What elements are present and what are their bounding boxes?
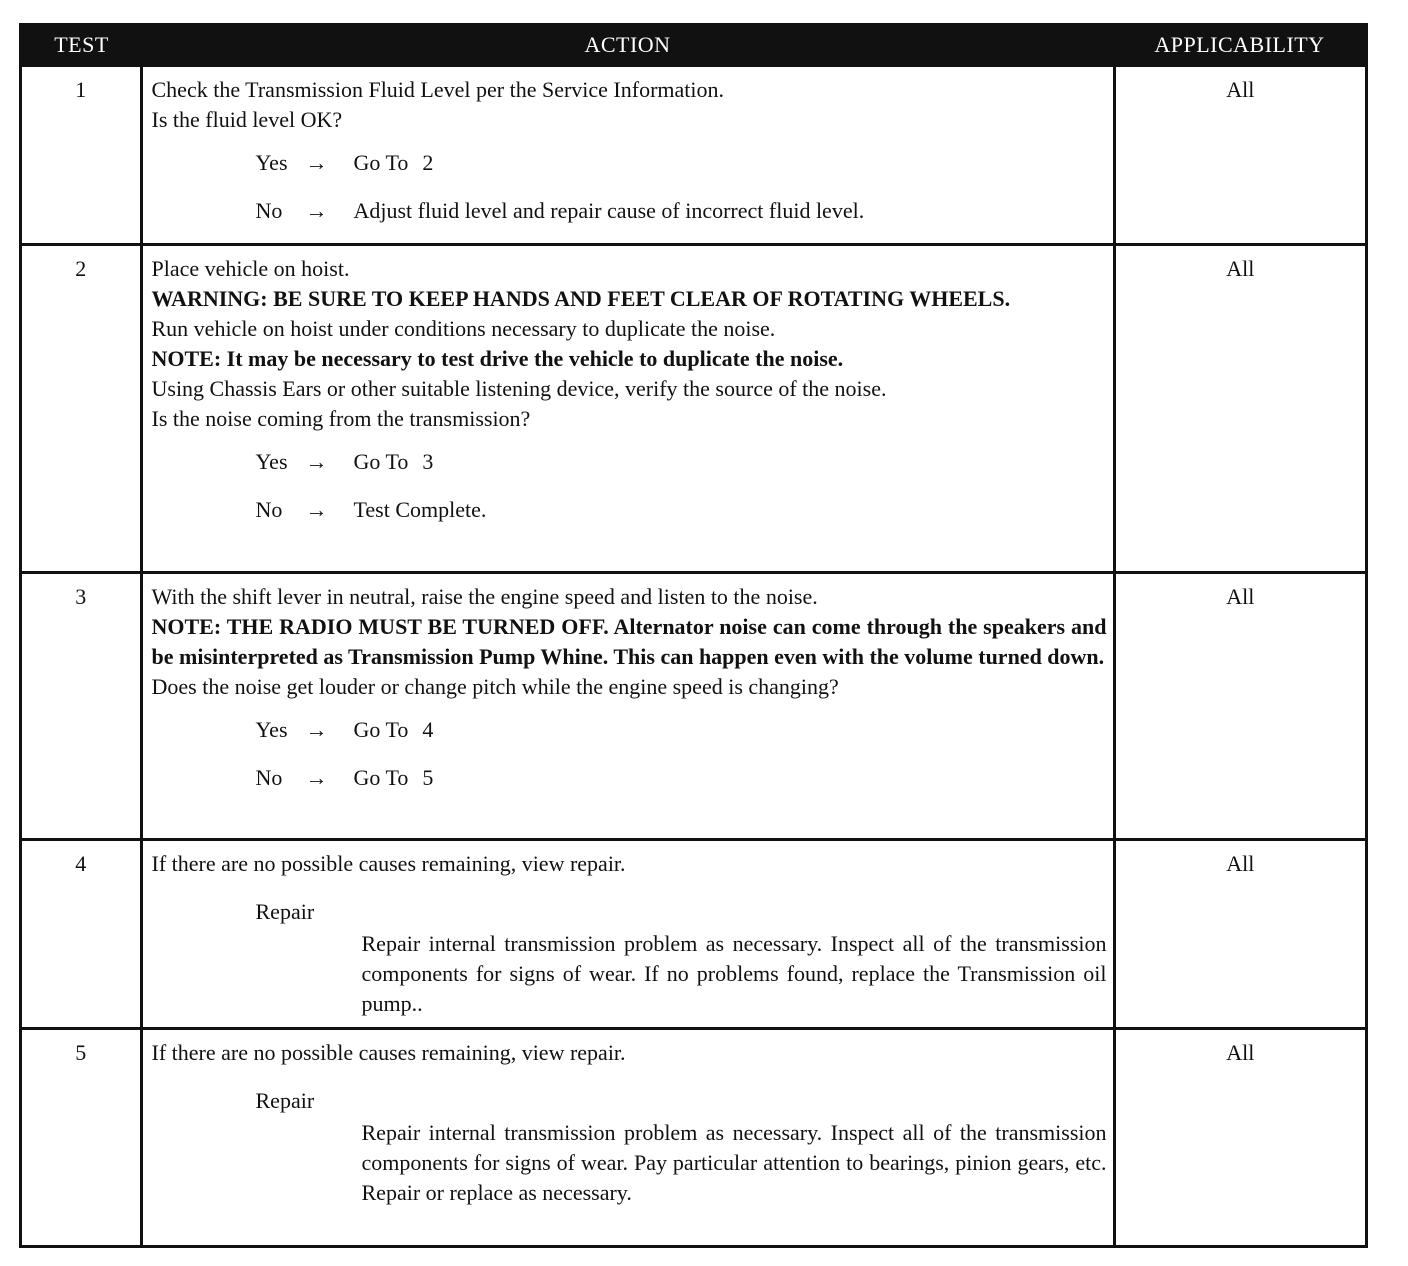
action-text: Is the noise coming from the transmission? [151, 406, 531, 431]
repair-label: Repair [255, 1088, 315, 1113]
table-row [22, 66, 1365, 245]
choice-result: Go To [353, 449, 409, 474]
test-number: 2 [22, 245, 141, 573]
table-body [22, 66, 1365, 1245]
arrow-right-icon: → [305, 150, 328, 175]
arrow-right-icon: → [305, 198, 328, 223]
goto-test-number: 3 [422, 449, 434, 474]
goto-test-number: 2 [422, 150, 434, 175]
test-number: 3 [22, 573, 141, 840]
choice-answer: Yes [255, 717, 288, 742]
action-text: Using Chassis Ears or other suitable listening device, verify the source of the noise. [151, 376, 887, 401]
repair-text: Repair internal transmission problem as necessary. Inspect all of the transmission components for signs of wear. Pay particular attention to bearings, pinion gears, etc. Repair or replace as necessary. [361, 1120, 1107, 1205]
action-text: Does the noise get louder or change pitch while the engine speed is changing? [151, 674, 839, 699]
choice-yes [152, 438, 1107, 486]
choice-result: Go To [353, 150, 409, 175]
diagnostic-table [22, 26, 1365, 1245]
applicability-cell: All [1114, 840, 1365, 1029]
applicability-cell: All [1114, 573, 1365, 840]
action-text: Check the Transmission Fluid Level per the Service Information. [151, 77, 725, 102]
repair-text: Repair internal transmission problem as necessary. Inspect all of the transmission components for signs of wear. If no problems found, replace the Transmission oil pump.. [361, 931, 1107, 1016]
arrow-right-icon: → [305, 497, 328, 522]
choice-answer: Yes [255, 449, 288, 474]
action-text: Is the fluid level OK? [151, 107, 343, 132]
choice-result: Adjust fluid level and repair cause of incorrect fluid level. [353, 198, 865, 223]
applicability-cell: All [1114, 245, 1365, 573]
action-note: NOTE: It may be necessary to test drive the vehicle to duplicate the noise. [151, 346, 844, 371]
action-cell [141, 245, 1114, 573]
arrow-right-icon: → [305, 765, 328, 790]
choice-answer: No [255, 765, 283, 790]
test-number: 5 [22, 1029, 141, 1245]
repair-label: Repair [255, 899, 315, 924]
header-applicability: APPLICABILITY [1114, 26, 1365, 66]
header-test: TEST [22, 26, 141, 66]
action-cell [141, 840, 1114, 1029]
choice-no [152, 754, 1107, 802]
action-text: With the shift lever in neutral, raise the engine speed and listen to the noise. [151, 584, 818, 609]
action-cell [141, 573, 1114, 840]
arrow-right-icon: → [305, 449, 328, 474]
choice-no [152, 187, 1107, 235]
action-cell [141, 1029, 1114, 1245]
action-text: Place vehicle on hoist. [151, 256, 350, 281]
action-cell [141, 66, 1114, 245]
action-note: WARNING: BE SURE TO KEEP HANDS AND FEET CLEAR OF ROTATING WHEELS. [151, 286, 1011, 311]
action-text: If there are no possible causes remaining, view repair. [151, 1040, 626, 1065]
table-row [22, 1029, 1365, 1245]
table-row [22, 573, 1365, 840]
applicability-cell: All [1114, 1029, 1365, 1245]
diagnostic-table-frame [19, 23, 1368, 1248]
choice-list [152, 706, 1107, 802]
choice-answer: No [255, 198, 283, 223]
action-text: If there are no possible causes remaining, view repair. [151, 851, 626, 876]
table-row [22, 840, 1365, 1029]
table-row [22, 245, 1365, 573]
table-header [22, 26, 1365, 66]
choice-result: Test Complete. [353, 497, 487, 522]
action-note: NOTE: THE RADIO MUST BE TURNED OFF. Alternator noise can come through the speakers and be misinterpreted as Transmission Pump Whine. This can happen even with the volume turned down. [151, 614, 1107, 669]
applicability-cell: All [1114, 66, 1365, 245]
choice-list [152, 438, 1107, 534]
test-number: 1 [22, 66, 141, 245]
goto-test-number: 4 [422, 717, 434, 742]
choice-yes [152, 139, 1107, 187]
choice-answer: Yes [255, 150, 288, 175]
choice-no [152, 486, 1107, 534]
action-text: Run vehicle on hoist under conditions necessary to duplicate the noise. [151, 316, 776, 341]
test-number: 4 [22, 840, 141, 1029]
choice-result: Go To [353, 765, 409, 790]
goto-test-number: 5 [422, 765, 434, 790]
choice-result: Go To [353, 717, 409, 742]
header-action: ACTION [141, 26, 1114, 66]
choice-list [152, 139, 1107, 235]
choice-answer: No [255, 497, 283, 522]
arrow-right-icon: → [305, 717, 328, 742]
choice-yes [152, 706, 1107, 754]
